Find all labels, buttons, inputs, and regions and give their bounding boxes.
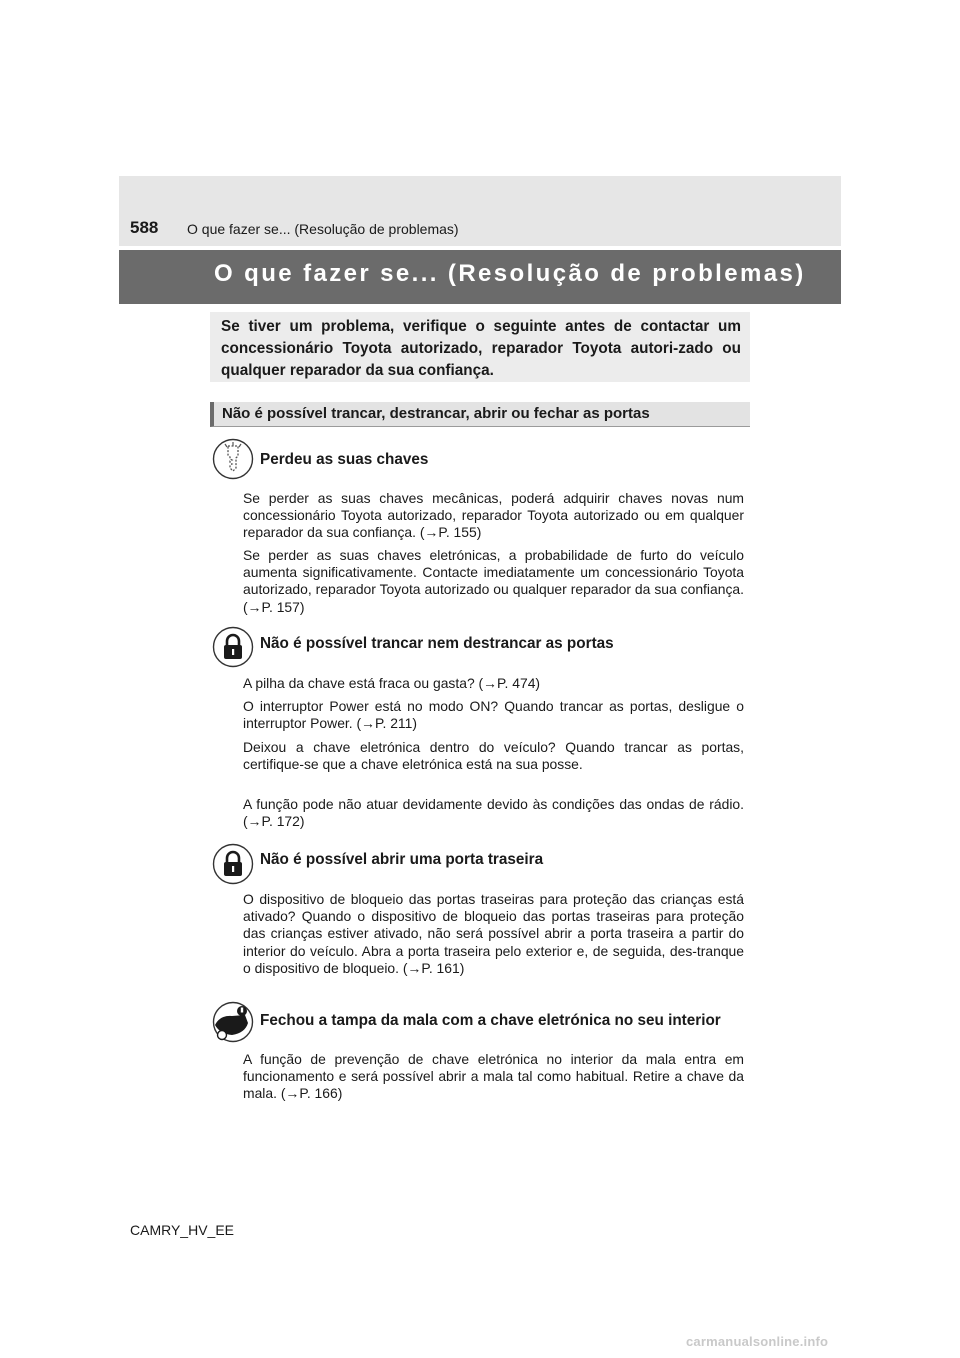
watermark: carmanualsonline.info xyxy=(686,1334,829,1349)
item-heading: Perdeu as suas chaves xyxy=(260,451,429,468)
lock-icon xyxy=(212,626,254,668)
lock-icon xyxy=(212,843,254,885)
page-number: 588 xyxy=(130,218,159,237)
item-paragraph: A pilha da chave está fraca ou gasta? (→P. 474) xyxy=(243,675,541,691)
footer-code: CAMRY_HV_EE xyxy=(130,1222,235,1238)
item-paragraph: O interruptor Power está no modo ON? Quando trancar as portas, desligue o interruptor Power. (→P. 211) xyxy=(243,698,744,732)
item-heading: Não é possível abrir uma porta traseira xyxy=(260,851,544,868)
intro-text: Se tiver um problema, verifique o seguinte antes de contactar um concessionário Toyota autorizado, reparador Toyota autori-zado ou qualquer reparador da sua confiança. xyxy=(221,318,741,379)
running-head: O que fazer se... (Resolução de problemas) xyxy=(187,221,459,237)
key-icon xyxy=(212,438,254,480)
page-title: O que fazer se... (Resolução de problemas) xyxy=(214,260,806,287)
trunk-key-icon xyxy=(212,1001,254,1043)
item-paragraph: A função de prevenção de chave eletrónica no interior da mala entra em funcionamento e será possível abrir a mala tal como habitual. Retire a chave da mala. (→P. 166) xyxy=(243,1051,744,1102)
item-paragraph: O dispositivo de bloqueio das portas traseiras para proteção das crianças está ativado? Quando o dispositivo de bloqueio das portas traseiras para proteção das crianças estiver ativado, não será possível abrir a porta traseira a partir do interior do veículo. Abra a porta traseira pelo exterior e, de seguida, des-tranque o dispositivo de bloqueio. (→P. 161) xyxy=(243,891,744,976)
item-paragraph: Se perder as suas chaves eletrónicas, a probabilidade de furto do veículo aumenta significativamente. Contacte imediatamente um concessionário Toyota autorizado, reparador Toyota autorizado ou qualquer reparador da sua confiança. (→P. 157) xyxy=(243,547,744,615)
item-heading: Fechou a tampa da mala com a chave eletrónica no seu interior xyxy=(260,1012,721,1029)
item-paragraph: A função pode não atuar devidamente devido às condições das ondas de rádio. (→P. 172) xyxy=(243,796,744,830)
item-paragraph: Deixou a chave eletrónica dentro do veículo? Quando trancar as portas, certifique-se que a chave eletrónica está na sua posse. xyxy=(243,739,744,773)
section-heading: Não é possível trancar, destrancar, abrir ou fechar as portas xyxy=(222,405,650,422)
item-paragraph: Se perder as suas chaves mecânicas, poderá adquirir chaves novas num concessionário Toyota autorizado, reparador Toyota autorizado ou em qualquer reparador da sua confiança. (→P. 155) xyxy=(243,490,744,541)
item-heading: Não é possível trancar nem destrancar as portas xyxy=(260,635,614,652)
